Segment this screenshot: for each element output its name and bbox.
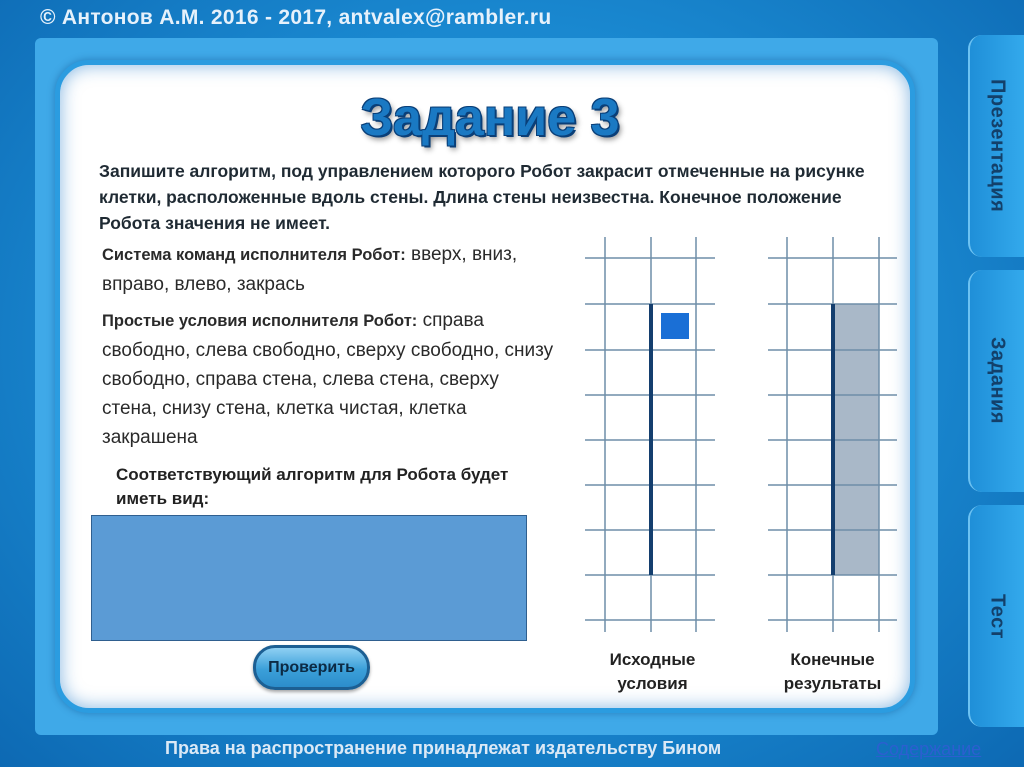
page-title: Задание 3 (360, 89, 620, 147)
initial-caption: Исходные условия (609, 650, 696, 693)
robot-field-diagrams (585, 237, 915, 632)
conditions-paragraph (102, 306, 557, 452)
conditions-label: Простые условия исполнителя Робот: (102, 312, 418, 330)
contents-link[interactable]: Содержание (876, 739, 982, 759)
task-description: Запишите алгоритм, под управлением которого Робот закрасит отмеченные на рисунке клетки, расположенные вдоль стены. Длина стены неизвестна. Конечное положение Робота значения не имеет. (99, 161, 865, 233)
answer-label: Соответствующий алгоритм для Робота будет иметь вид: (116, 465, 509, 508)
tab-presentation[interactable] (968, 35, 1024, 257)
tab-test[interactable] (968, 505, 1024, 727)
tab-tasks-label: Задания (986, 337, 1009, 425)
tab-presentation-label: Презентация (986, 79, 1009, 213)
rights-footer: Права на распространение принадлежат издательству Бином (165, 738, 722, 758)
tab-tasks[interactable] (968, 270, 1024, 492)
commands-label: Система команд исполнителя Робот: (102, 246, 406, 264)
commands-paragraph (102, 240, 557, 299)
check-button[interactable]: Проверить (253, 645, 370, 690)
final-caption: Конечные результаты (783, 650, 882, 693)
copyright-header: © Антонов А.М. 2016 - 2017, antvalex@rambler.ru (40, 6, 552, 29)
answer-input-area[interactable] (91, 515, 527, 641)
conditions-text: справа свободно, слева свободно, сверху свободно, снизу свободно, справа стена, слева стена, сверху стена, снизу стена, клетка чистая, клетка закрашена (102, 310, 554, 448)
commands-text: вверх, вниз, вправо, влево, закрась (102, 244, 518, 295)
tab-test-label: Тест (986, 593, 1009, 639)
robot-icon (661, 313, 689, 339)
